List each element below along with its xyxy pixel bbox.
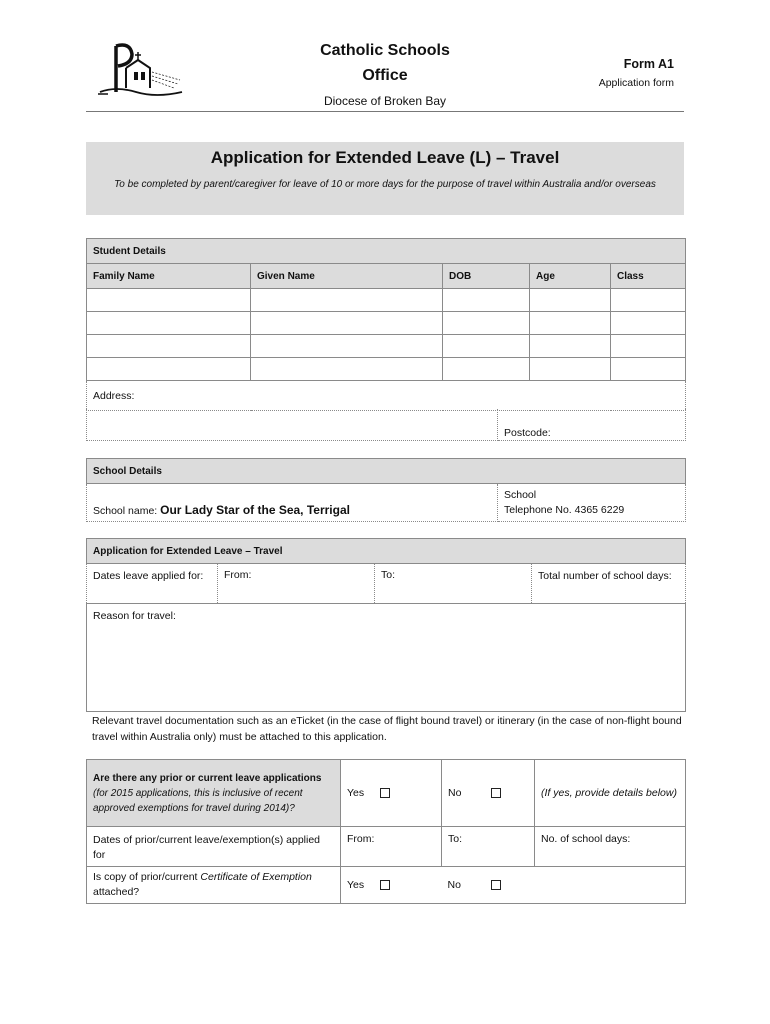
col-dob: DOB (443, 264, 530, 289)
col-age: Age (530, 264, 611, 289)
prior-yes-option[interactable] (341, 760, 442, 827)
student-row (87, 289, 686, 312)
col-family-name: Family Name (87, 264, 251, 289)
school-phone-field (498, 484, 686, 522)
dob-field[interactable] (443, 289, 530, 312)
prior-days-field[interactable] (535, 827, 686, 867)
school-phone-number: Telephone No. 4365 6229 (504, 503, 625, 516)
extended-leave-heading: Application for Extended Leave – Travel (87, 539, 686, 564)
header-divider (86, 111, 684, 112)
col-class: Class (611, 264, 686, 289)
office-title-line2: Office (362, 67, 408, 84)
prior-days-label: No. of school days: (541, 833, 631, 845)
given-name-field[interactable] (251, 289, 443, 312)
student-row (87, 358, 686, 381)
family-name-field[interactable] (87, 289, 251, 312)
family-name-field[interactable] (87, 358, 251, 381)
leave-from-field[interactable] (218, 564, 375, 604)
office-title-line1: Catholic Schools (320, 42, 450, 59)
certificate-no-option[interactable] (442, 867, 535, 904)
age-field[interactable] (530, 335, 611, 358)
prior-question-italic: (for 2015 applications, this is inclusive of recent approved exemptions for travel during 2014)? (93, 787, 303, 814)
no-checkbox[interactable] (491, 788, 501, 798)
form-code: Form A1 (623, 57, 674, 71)
prior-to-label: To: (448, 833, 463, 845)
school-name-value: Our Lady Star of the Sea, Terrigal (160, 503, 350, 517)
total-days-field[interactable] (532, 564, 686, 604)
prior-dates-label: Dates of prior/current leave/exemption(s) applied for (87, 827, 341, 867)
class-field[interactable] (611, 335, 686, 358)
given-name-field[interactable] (251, 358, 443, 381)
prior-to-field[interactable] (442, 827, 535, 867)
school-name-field (87, 484, 498, 522)
prior-from-label: From: (347, 833, 375, 845)
reason-label: Reason for travel: (93, 610, 176, 622)
given-name-field[interactable] (251, 335, 443, 358)
student-row (87, 335, 686, 358)
certificate-empty-cell (535, 867, 686, 904)
details-note: (If yes, provide details below) (535, 760, 686, 827)
age-field[interactable] (530, 289, 611, 312)
yes-checkbox[interactable] (380, 788, 390, 798)
school-details-table (86, 458, 686, 522)
certificate-of-exemption: Certificate of Exemption (200, 871, 312, 883)
prior-question-bold: Are there any prior or current leave applications (93, 772, 322, 784)
student-details-table (86, 238, 686, 411)
diocese-label: Diocese of Broken Bay (323, 94, 447, 108)
certificate-yes-option[interactable] (341, 867, 442, 904)
family-name-field[interactable] (87, 312, 251, 335)
no-checkbox[interactable] (491, 880, 501, 890)
school-name-label: School name: (93, 505, 158, 517)
family-name-field[interactable] (87, 335, 251, 358)
student-row (87, 312, 686, 335)
prior-from-field[interactable] (341, 827, 442, 867)
age-field[interactable] (530, 312, 611, 335)
total-days-label: Total number of school days: (538, 570, 672, 582)
form-title-box (86, 142, 684, 215)
no-label: No (448, 787, 462, 799)
class-field[interactable] (611, 289, 686, 312)
yes-label: Yes (347, 879, 365, 891)
leave-from-label: From: (224, 569, 252, 581)
copy-prefix: Is copy of prior/current (93, 871, 198, 883)
school-details-heading: School Details (87, 459, 686, 484)
col-given-name: Given Name (251, 264, 443, 289)
prior-leave-table (86, 759, 686, 904)
form-subtitle: To be completed by parent/caregiver for leave of 10 or more days for the purpose of travel within Australia and/or overseas (114, 179, 656, 190)
documentation-note: Relevant travel documentation such as an eTicket (in the case of flight bound travel) or itinerary (in the case of non-flight bound travel within Australia only) must be attached to this application. (92, 715, 682, 743)
yes-checkbox[interactable] (380, 880, 390, 890)
form-title: Application for Extended Leave (L) – Travel (210, 148, 560, 167)
yes-label: Yes (347, 787, 365, 799)
certificate-question (87, 867, 341, 904)
reason-for-travel-field[interactable] (87, 604, 686, 712)
address-label: Address: (87, 381, 686, 411)
dob-field[interactable] (443, 335, 530, 358)
leave-to-label: To: (381, 569, 396, 581)
dob-field[interactable] (443, 358, 530, 381)
class-field[interactable] (611, 358, 686, 381)
form-label: Application form (598, 77, 674, 89)
address-row (86, 409, 686, 441)
postcode-field[interactable] (498, 409, 686, 440)
school-phone-label: School (504, 488, 537, 501)
cso-logo (96, 38, 186, 98)
no-label: No (447, 879, 461, 891)
dates-leave-label: Dates leave applied for: (87, 564, 218, 604)
age-field[interactable] (530, 358, 611, 381)
class-field[interactable] (611, 312, 686, 335)
student-details-heading: Student Details (87, 239, 686, 264)
given-name-field[interactable] (251, 312, 443, 335)
dob-field[interactable] (443, 312, 530, 335)
postcode-label: Postcode: (504, 426, 551, 439)
extended-leave-table (86, 538, 686, 712)
prior-leave-question (87, 760, 341, 827)
leave-to-field[interactable] (375, 564, 532, 604)
address-field[interactable] (87, 409, 498, 440)
prior-no-option[interactable] (442, 760, 535, 827)
copy-suffix: attached? (93, 886, 140, 898)
